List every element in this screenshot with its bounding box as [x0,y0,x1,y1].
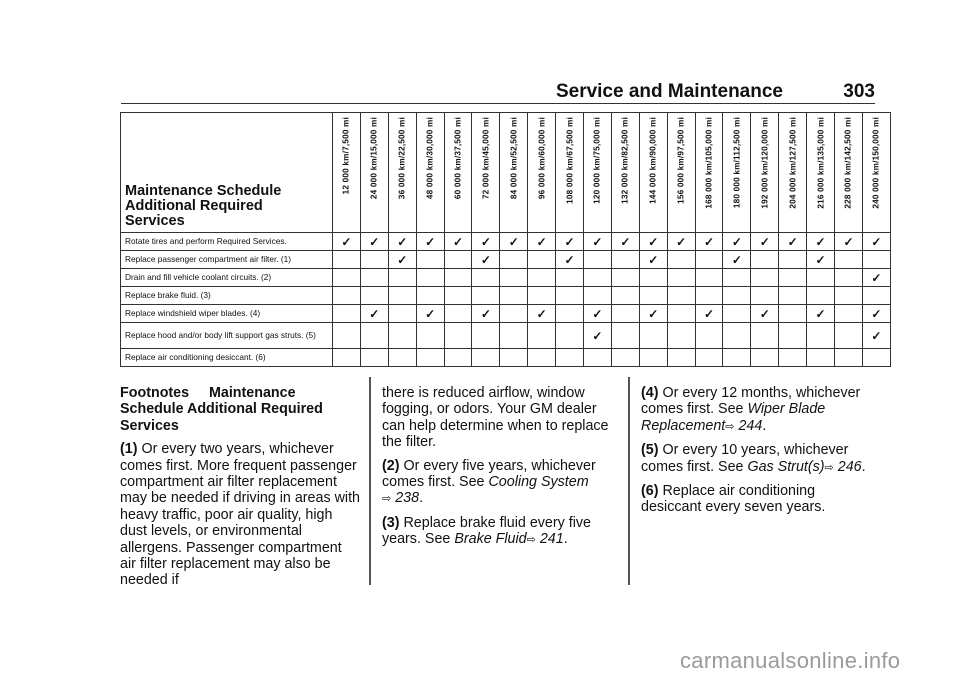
footnote-3 [382,515,622,549]
interval-column-header [639,113,667,233]
brake-fluid-link[interactable]: Brake Fluid [454,531,527,548]
empty-cell [667,269,695,287]
empty-cell [444,269,472,287]
empty-cell [416,251,444,269]
interval-label: 120 000 km/75,000 mi [592,117,602,204]
interval-column-header [835,113,863,233]
page-reference-link[interactable]: 246 [837,458,862,475]
footnote-number: (1) [120,441,138,458]
table-row [121,305,891,323]
empty-cell [835,323,863,349]
interval-label: 240 000 km/150,000 mi [871,117,881,209]
checkmark-icon: ✓ [360,305,388,323]
empty-cell [584,349,612,367]
checkmark-icon: ✓ [695,305,723,323]
interval-label: 168 000 km/105,000 mi [704,117,714,209]
interval-column-header [779,113,807,233]
service-label: Replace brake fluid. (3) [121,287,333,305]
table-row [121,233,891,251]
footnote-text: Or every two years, whichever comes first. More frequent passenger compartment air filter replacement may be needed if driving in areas with heavy traffic, poor air quality, high dust levels, or environmental allergens. Passenger compartment air filter replacement may also be needed if [120,441,361,589]
interval-column-header [807,113,835,233]
footnote-number: (4) [641,385,659,401]
page-reference-link[interactable]: 241 [539,531,564,548]
empty-cell [751,349,779,367]
empty-cell [779,323,807,349]
interval-column-header [695,113,723,233]
punctuation: . [861,458,866,475]
empty-cell [835,305,863,323]
checkmark-icon: ✓ [695,233,723,251]
empty-cell [416,269,444,287]
checkmark-icon: ✓ [862,305,890,323]
table-title-line: Services [125,213,185,229]
empty-cell [333,269,361,287]
empty-cell [611,251,639,269]
footnotes-column-3 [641,385,871,523]
empty-cell [444,305,472,323]
wiper-blade-replacement-link[interactable]: Wiper Blade Replacement [641,401,826,434]
footnotes-heading-part: Schedule Additional Required Services [120,401,323,434]
checkmark-icon: ✓ [639,233,667,251]
checkmark-icon: ✓ [723,251,751,269]
empty-cell [751,251,779,269]
empty-cell [360,251,388,269]
footnote-text: Replace brake fluid every five years. See [382,514,592,548]
interval-column-header [416,113,444,233]
interval-label: 192 000 km/120,000 mi [760,117,770,209]
empty-cell [639,323,667,349]
checkmark-icon: ✓ [584,305,612,323]
checkmark-icon: ✓ [751,233,779,251]
interval-label: 132 000 km/82,500 mi [620,117,630,204]
empty-cell [500,349,528,367]
punctuation: . [762,417,767,434]
empty-cell [639,269,667,287]
empty-cell [556,323,584,349]
service-label: Replace passenger compartment air filter. (1) [121,251,333,269]
footnote-number: (5) [641,442,659,459]
interval-label: 72 000 km/45,000 mi [481,117,491,200]
empty-cell [528,323,556,349]
interval-label: 60 000 km/37,500 mi [453,117,463,200]
footnotes-heading-part: Footnotes [120,385,190,401]
empty-cell [611,323,639,349]
empty-cell [472,349,500,367]
empty-cell [611,349,639,367]
table-row [121,349,891,367]
interval-label: 216 000 km/135,000 mi [816,117,826,209]
empty-cell [835,269,863,287]
interval-column-header [611,113,639,233]
interval-column-header [472,113,500,233]
maintenance-schedule-table [120,112,891,367]
empty-cell [751,287,779,305]
punctuation: . [419,490,424,507]
empty-cell [472,323,500,349]
interval-column-header [500,113,528,233]
empty-cell [862,349,890,367]
empty-cell [807,323,835,349]
checkmark-icon: ✓ [862,233,890,251]
empty-cell [360,269,388,287]
service-label: Rotate tires and perform Required Services. [121,233,333,251]
page-arrow-icon: ⇨ [725,420,735,433]
section-title: Service and Maintenance [555,81,783,102]
empty-cell [695,269,723,287]
interval-label: 96 000 km/60,000 mi [537,117,547,200]
checkmark-icon: ✓ [862,323,890,349]
empty-cell [416,349,444,367]
empty-cell [500,251,528,269]
checkmark-icon: ✓ [500,233,528,251]
empty-cell [388,349,416,367]
footnote-number: (2) [382,457,400,474]
empty-cell [500,323,528,349]
interval-label: 144 000 km/90,000 mi [648,117,658,204]
interval-column-header [723,113,751,233]
checkmark-icon: ✓ [528,305,556,323]
checkmark-icon: ✓ [360,233,388,251]
interval-column-header [751,113,779,233]
empty-cell [360,323,388,349]
page-arrow-icon: ⇨ [824,461,834,474]
checkmark-icon: ✓ [388,251,416,269]
page-reference-link[interactable]: 244 [738,417,763,434]
empty-cell [667,349,695,367]
checkmark-icon: ✓ [556,233,584,251]
checkmark-icon: ✓ [528,233,556,251]
table-title [121,113,333,233]
checkmark-icon: ✓ [639,251,667,269]
checkmark-icon: ✓ [556,251,584,269]
empty-cell [807,287,835,305]
footnote-text: Replace air conditioning desiccant every seven years. [641,483,826,516]
empty-cell [667,305,695,323]
empty-cell [779,305,807,323]
empty-cell [751,269,779,287]
empty-cell [723,323,751,349]
empty-cell [472,287,500,305]
page-arrow-icon: ⇨ [382,493,392,506]
empty-cell [807,349,835,367]
empty-cell [528,287,556,305]
footnotes-heading-part: Maintenance [208,385,296,401]
footnote-number: (3) [382,514,400,531]
watermark: carmanualsonline.info [680,648,901,673]
empty-cell [444,287,472,305]
checkmark-icon: ✓ [751,305,779,323]
empty-cell [388,287,416,305]
empty-cell [500,269,528,287]
checkmark-icon: ✓ [862,269,890,287]
empty-cell [667,251,695,269]
empty-cell [388,323,416,349]
empty-cell [751,323,779,349]
empty-cell [611,305,639,323]
empty-cell [667,323,695,349]
footnote-text: there is reduced airflow, window fogging, or odors. Your GM dealer can help determine when to replace the filter. [382,385,609,451]
empty-cell [472,269,500,287]
footnote-1-continued [382,385,622,451]
table-row [121,323,891,349]
column-divider [369,377,371,585]
interval-column-header [862,113,890,233]
empty-cell [667,287,695,305]
checkmark-icon: ✓ [472,251,500,269]
page-number: 303 [843,81,875,102]
empty-cell [611,269,639,287]
footnote-2 [382,458,622,508]
table-header-row [121,113,891,233]
empty-cell [639,349,667,367]
page-reference-link[interactable]: 238 [395,490,420,507]
checkmark-icon: ✓ [472,305,500,323]
interval-column-header [333,113,361,233]
gas-struts-link[interactable]: Gas Strut(s) [747,458,825,475]
empty-cell [584,251,612,269]
empty-cell [695,349,723,367]
footnotes-heading [120,385,360,434]
cooling-system-link[interactable]: Cooling System [488,474,589,491]
empty-cell [333,305,361,323]
interval-label: 156 000 km/97,500 mi [676,117,686,204]
empty-cell [723,349,751,367]
footnote-number: (6) [641,483,659,500]
empty-cell [416,323,444,349]
checkmark-icon: ✓ [667,233,695,251]
empty-cell [779,251,807,269]
footnote-text: Or every 10 years, whichever comes first. See [641,442,849,475]
empty-cell [862,251,890,269]
interval-label: 36 000 km/22,500 mi [397,117,407,200]
empty-cell [444,323,472,349]
empty-cell [333,251,361,269]
interval-label: 204 000 km/127,500 mi [788,117,798,209]
empty-cell [695,287,723,305]
empty-cell [723,305,751,323]
table-title-line: Maintenance Schedule [125,183,282,199]
empty-cell [556,305,584,323]
empty-cell [611,287,639,305]
checkmark-icon: ✓ [416,233,444,251]
empty-cell [835,251,863,269]
footnote-4 [641,385,871,435]
empty-cell [333,287,361,305]
page-arrow-icon: ⇨ [526,534,536,547]
empty-cell [360,287,388,305]
empty-cell [779,269,807,287]
page-header [121,79,875,104]
service-label: Drain and fill vehicle coolant circuits. (2) [121,269,333,287]
empty-cell [556,349,584,367]
table-row [121,251,891,269]
checkmark-icon: ✓ [807,251,835,269]
column-divider [628,377,630,585]
footnote-1 [120,441,360,589]
empty-cell [333,349,361,367]
empty-cell [333,323,361,349]
table-title-line: Additional Required [125,198,263,214]
footnote-6 [641,483,871,516]
empty-cell [388,305,416,323]
empty-cell [835,349,863,367]
interval-label: 180 000 km/112,500 mi [732,117,742,209]
interval-label: 84 000 km/52,500 mi [509,117,519,200]
empty-cell [500,287,528,305]
interval-column-header [388,113,416,233]
empty-cell [556,269,584,287]
checkmark-icon: ✓ [444,233,472,251]
empty-cell [444,349,472,367]
checkmark-icon: ✓ [472,233,500,251]
interval-label: 24 000 km/15,000 mi [369,117,379,200]
footnote-text: Or every 12 months, whichever comes first. See [641,385,861,418]
empty-cell [695,251,723,269]
checkmark-icon: ✓ [333,233,361,251]
interval-column-header [667,113,695,233]
interval-column-header [584,113,612,233]
footnotes-column-2 [382,385,622,556]
empty-cell [695,323,723,349]
empty-cell [416,287,444,305]
checkmark-icon: ✓ [835,233,863,251]
interval-label: 12 000 km/7,500 mi [341,117,351,195]
interval-label: 48 000 km/30,000 mi [425,117,435,200]
empty-cell [388,269,416,287]
empty-cell [723,269,751,287]
empty-cell [779,287,807,305]
checkmark-icon: ✓ [388,233,416,251]
empty-cell [444,251,472,269]
interval-column-header [556,113,584,233]
interval-column-header [360,113,388,233]
footnote-5 [641,442,871,476]
service-label: Replace air conditioning desiccant. (6) [121,349,333,367]
punctuation: . [563,531,568,548]
checkmark-icon: ✓ [639,305,667,323]
empty-cell [584,287,612,305]
checkmark-icon: ✓ [779,233,807,251]
checkmark-icon: ✓ [584,233,612,251]
empty-cell [639,287,667,305]
empty-cell [528,349,556,367]
empty-cell [500,305,528,323]
service-label: Replace hood and/or body lift support gas struts. (5) [121,323,333,349]
checkmark-icon: ✓ [584,323,612,349]
interval-label: 108 000 km/67,500 mi [565,117,575,204]
interval-label: 228 000 km/142,500 mi [843,117,853,209]
checkmark-icon: ✓ [611,233,639,251]
empty-cell [835,287,863,305]
table-row [121,287,891,305]
empty-cell [807,269,835,287]
footnotes-column-1 [120,385,360,596]
checkmark-icon: ✓ [416,305,444,323]
empty-cell [862,287,890,305]
empty-cell [723,287,751,305]
empty-cell [360,349,388,367]
footnote-text: Or every five years, whichever comes first. See [382,457,596,491]
empty-cell [528,269,556,287]
empty-cell [584,269,612,287]
checkmark-icon: ✓ [723,233,751,251]
checkmark-icon: ✓ [807,305,835,323]
empty-cell [528,251,556,269]
interval-column-header [528,113,556,233]
checkmark-icon: ✓ [807,233,835,251]
table-row [121,269,891,287]
empty-cell [556,287,584,305]
service-label: Replace windshield wiper blades. (4) [121,305,333,323]
empty-cell [779,349,807,367]
interval-column-header [444,113,472,233]
